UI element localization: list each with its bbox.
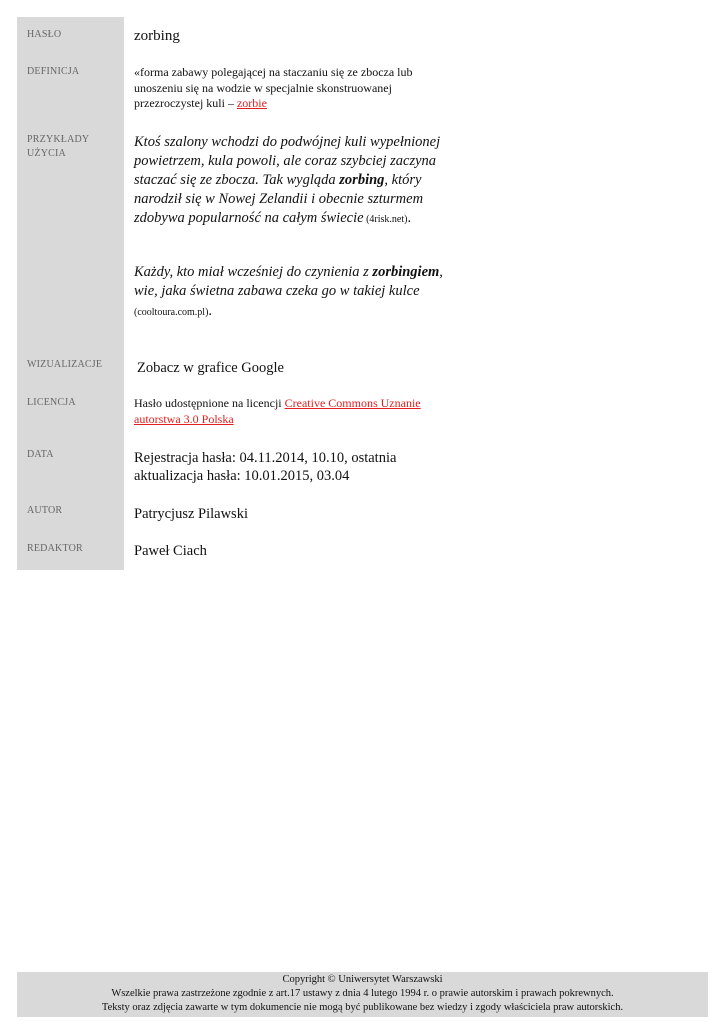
- example-2-text-cont: , wie, jaka świetna zabawa czeka go w takiej kulce: [134, 264, 443, 299]
- editor-name: Paweł Ciach: [134, 543, 207, 559]
- definition-text: [134, 65, 434, 112]
- license-body: Hasło udostępnione na licencji: [134, 396, 285, 410]
- copyright-footer: [17, 972, 708, 1017]
- label-wizualizacje: WIZUALIZACJE: [27, 359, 103, 370]
- label-autor: AUTOR: [27, 505, 63, 516]
- footer-notice: Teksty oraz zdjęcia zawarte w tym dokumencie nie mogą być publikowane bez wiedzy i zgody właściciela praw autorskich.: [101, 1002, 624, 1013]
- author-name: Patrycjusz Pilawski: [134, 506, 248, 522]
- date-info: Rejestracja hasła: 04.11.2014, 10.10, ostatnia aktualizacja hasła: 10.01.2015, 03.04: [134, 450, 397, 484]
- example-2-source: (cooltoura.com.pl): [134, 307, 209, 318]
- label-licencja: LICENCJA: [27, 397, 76, 408]
- example-1-keyword: zorbing: [339, 172, 385, 188]
- footer-rights: Wszelkie prawa zastrzeżone zgodnie z art.17 ustawy z dnia 4 lutego 1994 r. o prawie autorskim i prawach pokrewnych.: [111, 988, 614, 999]
- example-2-text: Każdy, kto miał wcześniej do czynienia z: [134, 264, 373, 280]
- label-data: DATA: [27, 449, 54, 460]
- entry-headword: zorbing: [134, 28, 180, 44]
- license-text: [134, 396, 429, 427]
- label-przyklady: PRZYKŁADY UŻYCIA: [27, 134, 89, 159]
- definition-body: «forma zabawy polegającej na staczaniu się ze zbocza lub unoszeniu się na wodzie w specjalnie skonstruowanej przezroczystej kuli –: [134, 65, 413, 110]
- example-1-text-cont: , który narodził się w Nowej Zelandii i obecnie szturmem zdobywa popularność na całym świecie: [134, 172, 424, 226]
- example-1: [134, 133, 444, 229]
- example-1-end: .: [407, 210, 412, 226]
- example-1-source: (4risk.net): [363, 214, 408, 225]
- label-definicja: DEFINICJA: [27, 66, 80, 77]
- label-haslo: HASŁO: [27, 29, 62, 40]
- example-2: [134, 263, 444, 322]
- example-1-text: Ktoś szalony wchodzi do podwójnej kuli wypełnionej powietrzem, kula powoli, ale coraz szybciej zaczyna staczać się ze zbocza. Tak wygląda: [134, 134, 441, 188]
- license-link[interactable]: Creative Commons Uznanie autorstwa 3.0 Polska: [134, 396, 421, 426]
- definition-link-zorbie[interactable]: zorbie: [236, 96, 267, 110]
- footer-copyright: Copyright © Uniwersytet Warszawski: [282, 974, 443, 985]
- google-images-link[interactable]: Zobacz w grafice Google: [137, 360, 284, 376]
- label-column: [17, 17, 124, 570]
- example-2-end: .: [208, 303, 213, 319]
- label-redaktor: REDAKTOR: [27, 543, 83, 554]
- example-2-keyword: zorbingiem: [372, 264, 440, 280]
